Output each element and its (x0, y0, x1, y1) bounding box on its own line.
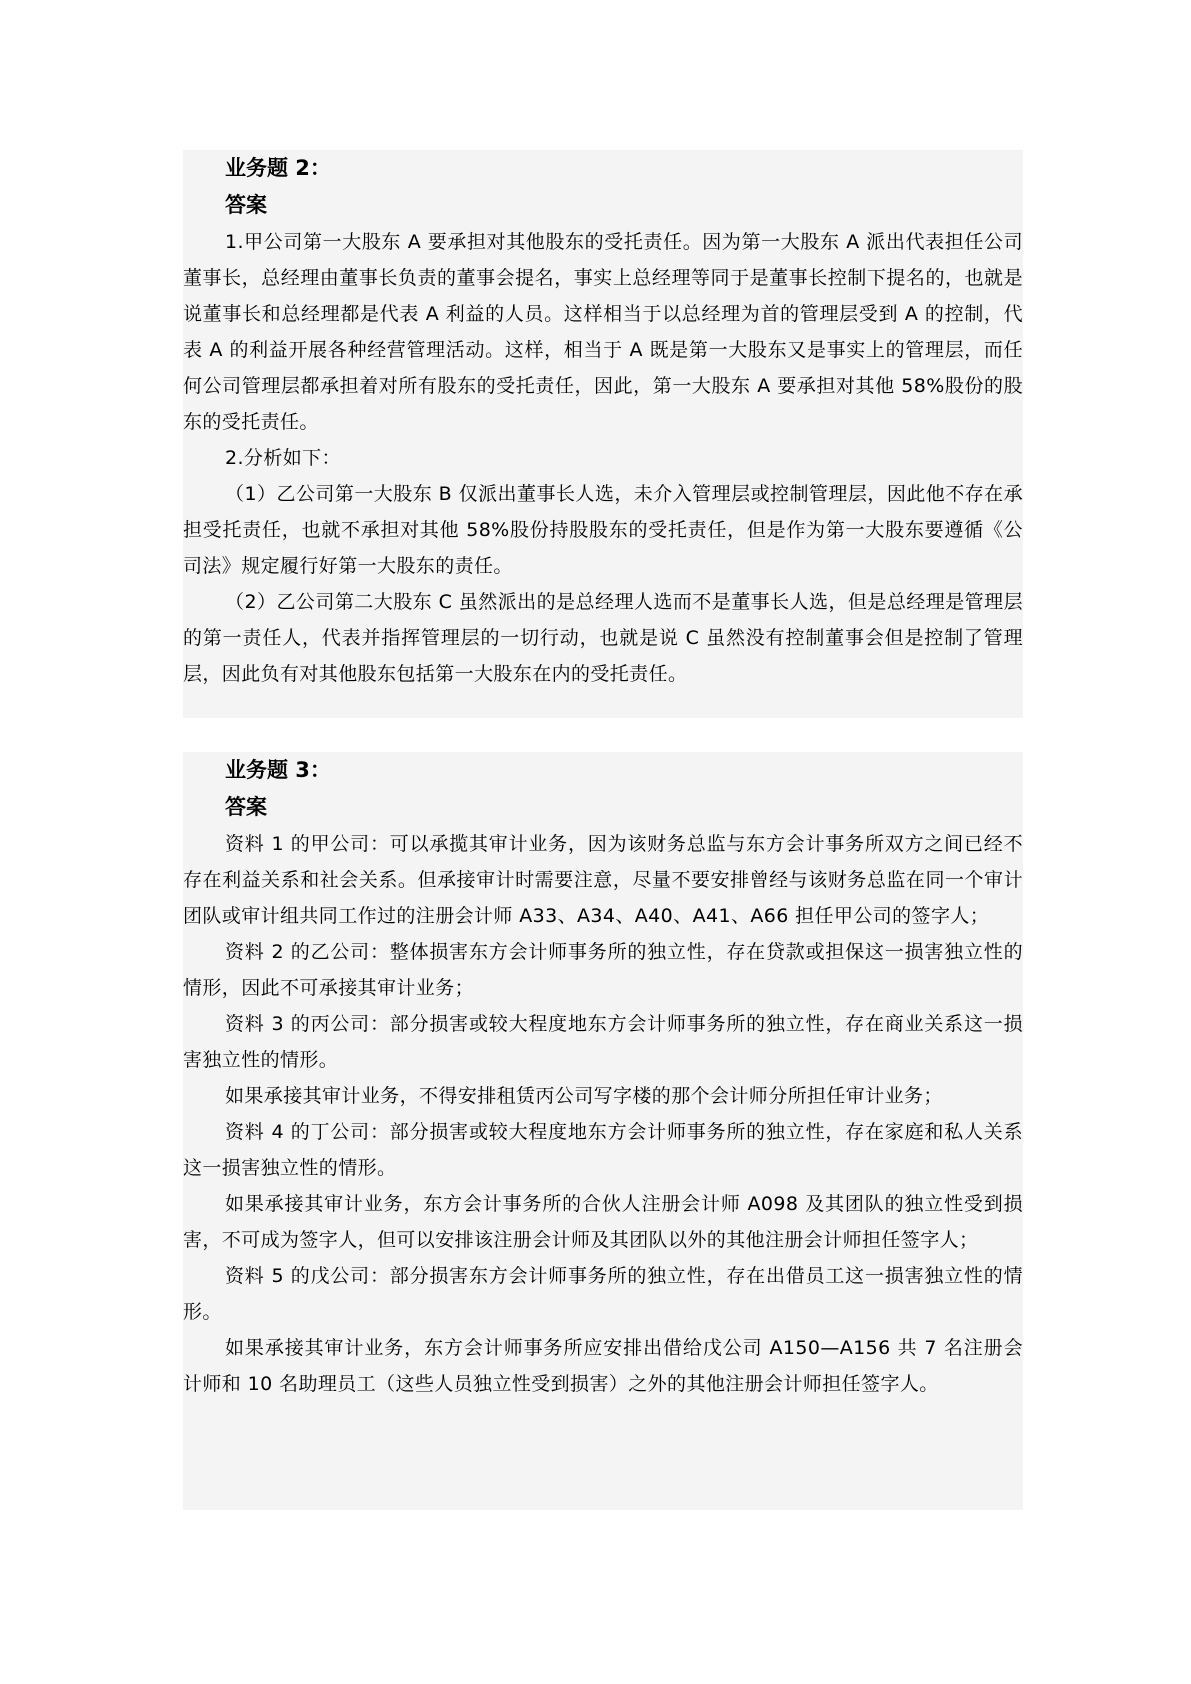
paragraph: 1.甲公司第一大股东 A 要承担对其他股东的受托责任。因为第一大股东 A 派出代表担任公司董事长，总经理由董事长负责的董事会提名，事实上总经理等同于是董事长控制下提名的，也就是说董事长和总经理都是代表 A 利益的人员。这样相当于以总经理为首的管理层受到 A 的控制，代表 A 的利益开展各种经营管理活动。这样，相当于 A 既是第一大股东又是事实上的管理层，而任何公司管理层都承担着对所有股东的受托责任，因此，第一大股东 A 要承担对其他 58%股份的股东的受托责任。 (183, 231, 1023, 433)
answer-label: 答案 (225, 795, 267, 819)
section-title: 业务题 2： (225, 156, 331, 180)
paragraph: 资料 2 的乙公司：整体损害东方会计师事务所的独立性，存在贷款或担保这一损害独立性的情形，因此不可承接其审计业务； (183, 941, 1023, 999)
answer-label: 答案 (225, 193, 267, 217)
paragraph: 如果承接其审计业务，东方会计师事务所应安排出借给戊公司 A150—A156 共 7 名注册会计师和 10 名助理员工（这些人员独立性受到损害）之外的其他注册会计师担任签字人。 (183, 1337, 1023, 1395)
paragraph: （2）乙公司第二大股东 C 虽然派出的是总经理人选而不是董事长人选，但是总经理是管理层的第一责任人，代表并指挥管理层的一切行动，也就是说 C 虽然没有控制董事会但是控制了管理层，因此负有对其他股东包括第一大股东在内的受托责任。 (183, 591, 1023, 685)
paragraph: 2.分析如下： (225, 447, 341, 469)
paragraph: 资料 3 的丙公司：部分损害或较大程度地东方会计师事务所的独立性，存在商业关系这一损害独立性的情形。 (183, 1013, 1023, 1071)
section-business-question-2 (183, 150, 1023, 718)
section-title: 业务题 3： (225, 758, 331, 782)
section-business-question-3 (183, 752, 1023, 1510)
paragraph: 如果承接其审计业务，不得安排租赁丙公司写字楼的那个会计师分所担任审计业务； (225, 1085, 943, 1107)
paragraph: 资料 4 的丁公司：部分损害或较大程度地东方会计师事务所的独立性，存在家庭和私人关系这一损害独立性的情形。 (183, 1121, 1023, 1179)
paragraph: 资料 1 的甲公司：可以承揽其审计业务，因为该财务总监与东方会计事务所双方之间已经不存在利益关系和社会关系。但承接审计时需要注意，尽量不要安排曾经与该财务总监在同一个审计团队或审计组共同工作过的注册会计师 A33、A34、A40、A41、A66 担任甲公司的签字人； (183, 833, 1023, 927)
paragraph: 如果承接其审计业务，东方会计事务所的合伙人注册会计师 A098 及其团队的独立性受到损害，不可成为签字人，但可以安排该注册会计师及其团队以外的其他注册会计师担任签字人； (183, 1193, 1023, 1251)
paragraph: （1）乙公司第一大股东 B 仅派出董事长人选，未介入管理层或控制管理层，因此他不存在承担受托责任，也就不承担对其他 58%股份持股股东的受托责任，但是作为第一大股东要遵循《公司法》规定履行好第一大股东的责任。 (183, 483, 1023, 577)
paragraph: 资料 5 的戊公司：部分损害东方会计师事务所的独立性，存在出借员工这一损害独立性的情形。 (183, 1265, 1023, 1323)
